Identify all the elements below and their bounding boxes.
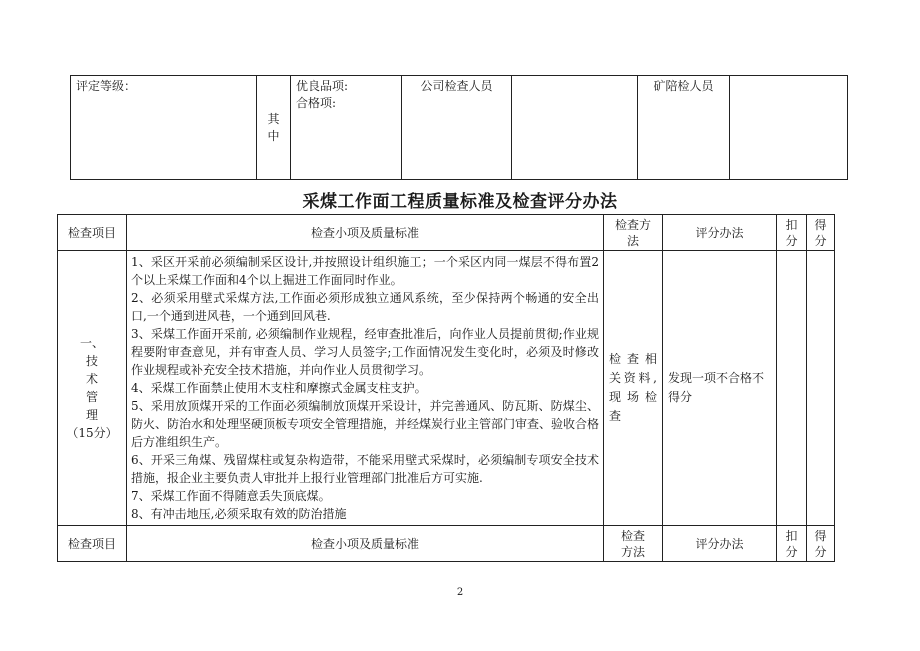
footer-check-item: 检查项目	[58, 526, 127, 562]
grade-label: 评定等级：	[71, 76, 257, 180]
footer-check-method	[604, 526, 663, 562]
table-row	[58, 251, 835, 526]
list-item: 7、采煤工作面不得随意丢失顶底煤。	[131, 489, 331, 503]
header-sub-items: 检查小项及质量标准	[127, 215, 604, 251]
list-item: 6、开采三角煤、残留煤柱或复杂构造带，不能采用壁式采煤时，必须编制专项安全技术措施，报企业主要负责人审批并上报行业管理部门批准后方可实施.	[131, 453, 599, 485]
list-item: 8、有冲击地压,必须采取有效的防治措施	[131, 507, 347, 521]
list-item: 3、采煤工作面开采前, 必须编制作业规程，经审查批准后，向作业人员提前贯彻;作业规程要附审查意见，并有审查人员、学习人员签字;工作面情况发生变化时，必须及时修改作业规程或补充安全技术措施，并向作业人员贯彻学习。	[131, 327, 599, 377]
qualified-label: 合格项:	[296, 96, 337, 110]
header-deduct	[777, 215, 807, 251]
page-number: 2	[456, 587, 464, 598]
footer-deduct-text: 扣 分	[785, 528, 798, 559]
section-deduct	[777, 251, 807, 526]
header-scoring-method: 评分办法	[663, 215, 777, 251]
among-label	[257, 76, 291, 180]
header-check-item: 检查项目	[58, 215, 127, 251]
list-item: 4、采煤工作面禁止使用木支柱和摩擦式金属支柱支护。	[131, 381, 427, 395]
list-item: 1、采区开采前必须编制采区设计,并按照设计组织施工；一个采区内同一煤层不得布置2个以上采煤工作面和4个以上掘进工作面同时作业。	[131, 255, 599, 287]
section-name	[58, 251, 127, 526]
footer-check-method-text: 检查 方法	[620, 528, 645, 559]
mine-inspector-label: 矿陪检人员	[638, 76, 730, 180]
evaluation-table	[70, 75, 848, 180]
section-items	[127, 251, 604, 526]
section-check-method: 检 查 相关资料,现 场 检查	[604, 251, 663, 526]
footer-score	[807, 526, 835, 562]
table-header-row	[58, 215, 835, 251]
footer-sub-items: 检查小项及质量标准	[127, 526, 604, 562]
header-check-method	[604, 215, 663, 251]
document-title: 采煤工作面工程质量标准及检查评分办法	[302, 192, 618, 212]
header-score	[807, 215, 835, 251]
standards-table	[57, 214, 835, 562]
footer-score-text: 得 分	[814, 528, 827, 559]
section-scoring: 发现一项不合格不得分	[663, 251, 777, 526]
excellent-label: 优良品项:	[296, 79, 349, 93]
mine-inspector-value	[730, 76, 848, 180]
section-name-text: 一、 技 术 管 理 （15分）	[66, 336, 118, 440]
list-item: 2、必须采用壁式采煤方法,工作面必须形成独立通风系统，至少保持两个畅通的安全出口,一个通到进风巷，一个通到回风巷.	[131, 291, 599, 323]
footer-deduct	[777, 526, 807, 562]
list-item: 5、采用放顶煤开采的工作面必须编制放顶煤开采设计，并完善通风、防瓦斯、防煤尘、防火、防治水和处理坚硬顶板专项安全管理措施，并经煤炭行业主管部门审查、验收合格后方准组织生产。	[131, 399, 600, 449]
section-score	[807, 251, 835, 526]
header-score-text: 得 分	[814, 217, 827, 248]
among-text: 其 中	[267, 111, 280, 143]
footer-scoring-method: 评分办法	[663, 526, 777, 562]
company-inspector-value	[512, 76, 638, 180]
header-deduct-text: 扣 分	[785, 217, 798, 248]
company-inspector-label: 公司检查人员	[402, 76, 512, 180]
table-header-row-repeat	[58, 526, 835, 562]
header-check-method-text: 检查方 法	[614, 217, 651, 248]
excellent-qualified-cell	[291, 76, 402, 180]
